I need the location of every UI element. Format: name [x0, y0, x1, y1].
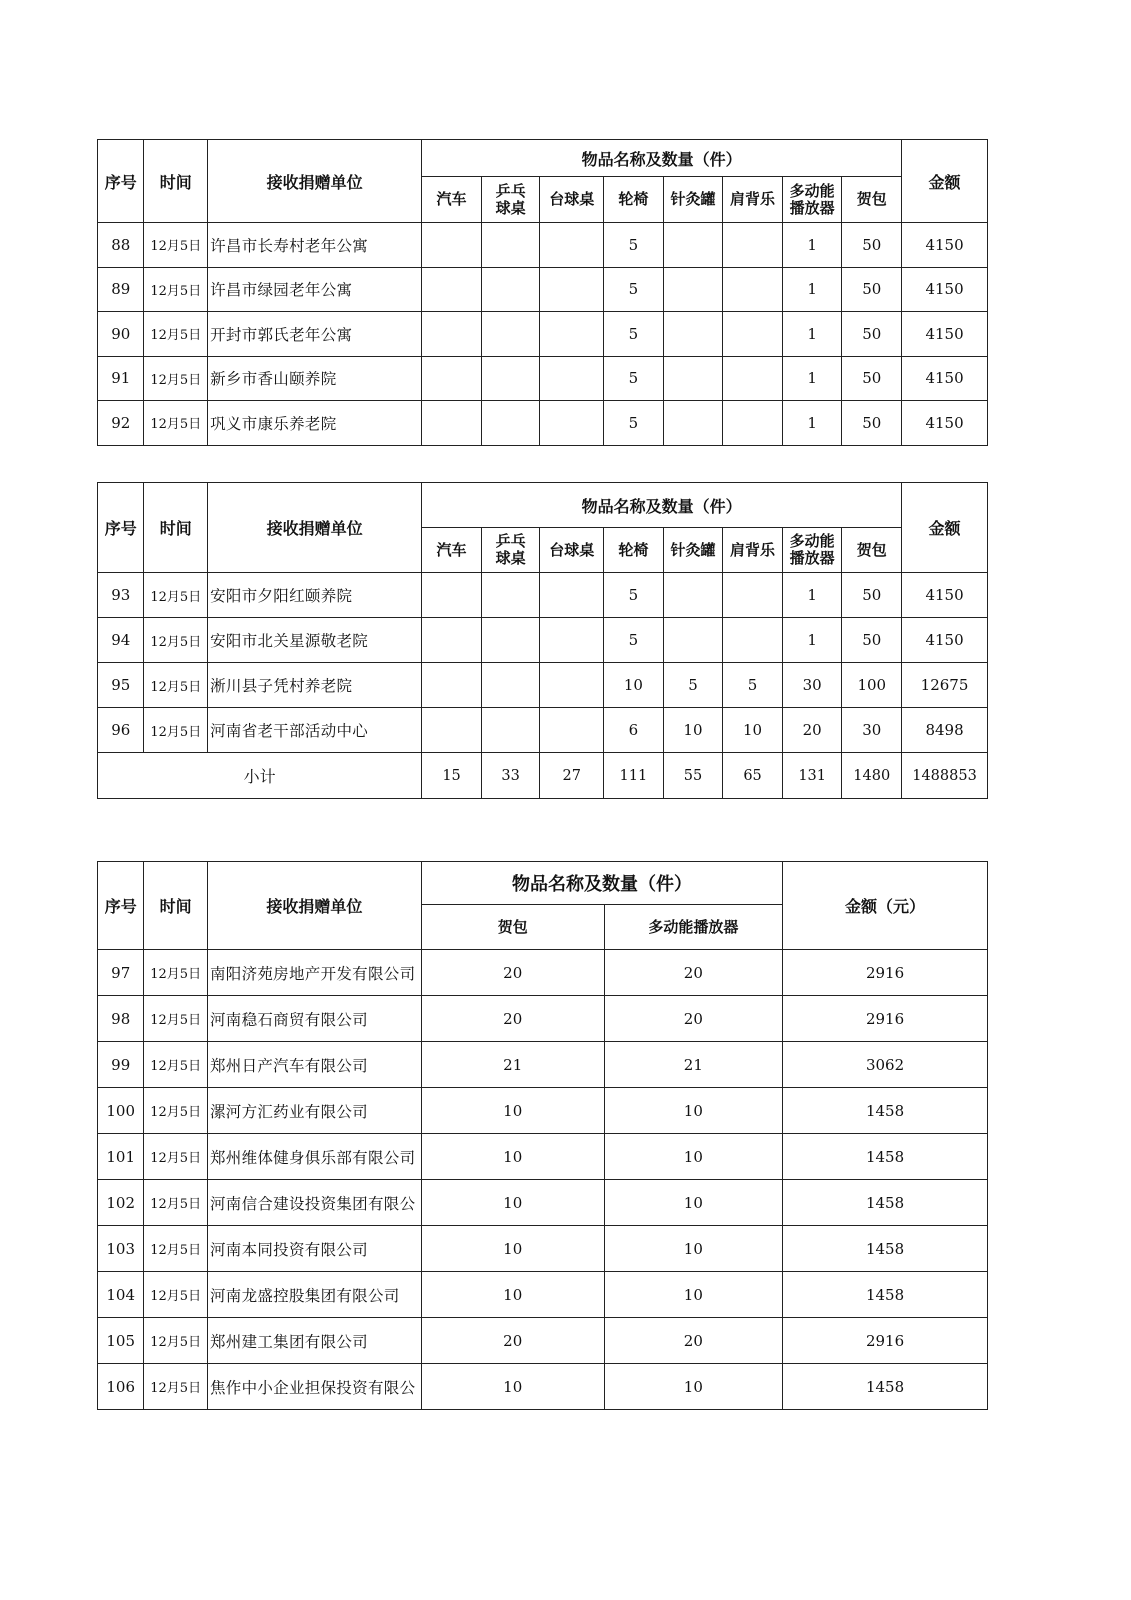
row-amount: 4150: [902, 223, 988, 268]
row-seq: 100: [98, 1088, 144, 1134]
item-column-header: 肩背乐: [723, 177, 783, 223]
row-item-qty: [540, 708, 604, 753]
table-row: [98, 573, 988, 618]
row-date: 12月5日: [144, 996, 208, 1042]
row-amount: 2916: [783, 996, 988, 1042]
row-item-qty: 50: [842, 356, 902, 401]
row-item-qty: 5: [604, 267, 664, 312]
row-item-qty: [723, 401, 783, 446]
table-row: [98, 1318, 988, 1364]
row-item-qty: [481, 573, 540, 618]
header-seq: 序号: [98, 862, 144, 950]
row-item-qty: [481, 401, 540, 446]
row-item-qty: [422, 223, 482, 268]
subtotal-row: [98, 753, 988, 799]
row-item-qty: 1: [782, 267, 842, 312]
subtotal-qty: 55: [663, 753, 723, 799]
row-seq: 89: [98, 267, 144, 312]
row-item-qty: 20: [421, 996, 604, 1042]
row-item-qty: 1: [782, 401, 842, 446]
row-amount: 4150: [902, 356, 988, 401]
row-date: 12月5日: [144, 950, 208, 996]
row-seq: 104: [98, 1272, 144, 1318]
row-item-qty: [663, 223, 723, 268]
row-item-qty: [422, 356, 482, 401]
row-date: 12月5日: [144, 401, 208, 446]
row-date: 12月5日: [144, 356, 208, 401]
row-item-qty: 1: [782, 618, 842, 663]
row-date: 12月5日: [144, 223, 208, 268]
row-recipient: 河南龙盛控股集团有限公司: [207, 1272, 421, 1318]
subtotal-amount: 1488853: [902, 753, 988, 799]
table-row: [98, 1364, 988, 1410]
row-recipient: 安阳市北关星源敬老院: [208, 618, 422, 663]
row-item-qty: [540, 356, 604, 401]
row-item-qty: [422, 708, 482, 753]
row-item-qty: [481, 618, 540, 663]
row-item-qty: [540, 223, 604, 268]
row-amount: 4150: [902, 618, 988, 663]
item-column-header: 多动能 播放器: [782, 177, 842, 223]
row-item-qty: 10: [604, 1134, 783, 1180]
table-row: [98, 1042, 988, 1088]
item-column-header: 轮椅: [604, 528, 664, 573]
row-item-qty: [481, 312, 540, 357]
header-unit: 接收捐赠单位: [208, 483, 422, 573]
row-recipient: 河南省老干部活动中心: [208, 708, 422, 753]
row-recipient: 巩义市康乐养老院: [208, 401, 422, 446]
row-date: 12月5日: [144, 708, 208, 753]
row-date: 12月5日: [144, 1180, 208, 1226]
row-recipient: 郑州日产汽车有限公司: [207, 1042, 421, 1088]
row-item-qty: 50: [842, 267, 902, 312]
table-row: [98, 618, 988, 663]
table-row: [98, 708, 988, 753]
row-seq: 90: [98, 312, 144, 357]
table-row: [98, 223, 988, 268]
row-amount: 3062: [783, 1042, 988, 1088]
row-amount: 2916: [783, 1318, 988, 1364]
row-seq: 97: [98, 950, 144, 996]
row-item-qty: [422, 618, 482, 663]
row-amount: 1458: [783, 1272, 988, 1318]
row-item-qty: [481, 356, 540, 401]
row-recipient: 河南稳石商贸有限公司: [207, 996, 421, 1042]
row-amount: 4150: [902, 267, 988, 312]
row-item-qty: 10: [421, 1226, 604, 1272]
row-item-qty: 50: [842, 573, 902, 618]
row-item-qty: [663, 356, 723, 401]
subtotal-qty: 111: [604, 753, 664, 799]
row-item-qty: [540, 312, 604, 357]
row-item-qty: 50: [842, 618, 902, 663]
subtotal-qty: 15: [422, 753, 482, 799]
header-amount: 金额: [902, 140, 988, 223]
row-date: 12月5日: [144, 1272, 208, 1318]
subtotal-qty: 1480: [842, 753, 902, 799]
header-amount: 金额（元）: [783, 862, 988, 950]
row-date: 12月5日: [144, 1088, 208, 1134]
row-amount: 1458: [783, 1364, 988, 1410]
row-item-qty: 10: [604, 1226, 783, 1272]
row-date: 12月5日: [144, 267, 208, 312]
row-seq: 88: [98, 223, 144, 268]
row-item-qty: [663, 401, 723, 446]
item-column-header: 台球桌: [540, 528, 604, 573]
row-item-qty: 20: [421, 950, 604, 996]
row-item-qty: 20: [604, 1318, 783, 1364]
row-item-qty: 21: [421, 1042, 604, 1088]
row-item-qty: 10: [604, 1088, 783, 1134]
item-column-header: 轮椅: [604, 177, 664, 223]
subtotal-label: 小计: [98, 753, 422, 799]
item-column-header: 乒乓 球桌: [481, 528, 540, 573]
row-item-qty: 10: [604, 663, 664, 708]
row-recipient: 开封市郭氏老年公寓: [208, 312, 422, 357]
header-time: 时间: [144, 140, 208, 223]
row-item-qty: [540, 267, 604, 312]
table-row: [98, 356, 988, 401]
row-date: 12月5日: [144, 1042, 208, 1088]
item-column-header: 汽车: [422, 528, 482, 573]
row-seq: 95: [98, 663, 144, 708]
row-seq: 99: [98, 1042, 144, 1088]
row-recipient: 安阳市夕阳红颐养院: [208, 573, 422, 618]
row-item-qty: 5: [663, 663, 723, 708]
row-item-qty: [481, 223, 540, 268]
row-item-qty: [663, 267, 723, 312]
row-item-qty: 10: [604, 1180, 783, 1226]
row-seq: 106: [98, 1364, 144, 1410]
row-item-qty: [663, 312, 723, 357]
item-column-header: 台球桌: [540, 177, 604, 223]
row-amount: 4150: [902, 573, 988, 618]
row-seq: 98: [98, 996, 144, 1042]
row-seq: 101: [98, 1134, 144, 1180]
row-item-qty: [540, 573, 604, 618]
row-item-qty: [422, 573, 482, 618]
row-seq: 103: [98, 1226, 144, 1272]
row-item-qty: 10: [421, 1364, 604, 1410]
row-item-qty: 5: [723, 663, 783, 708]
row-item-qty: 5: [604, 401, 664, 446]
table-row: [98, 663, 988, 708]
row-amount: 1458: [783, 1180, 988, 1226]
row-item-qty: [723, 618, 783, 663]
row-item-qty: 20: [604, 996, 783, 1042]
row-recipient: 淅川县子凭村养老院: [208, 663, 422, 708]
row-item-qty: 1: [782, 573, 842, 618]
row-date: 12月5日: [144, 663, 208, 708]
table-row: [98, 1088, 988, 1134]
row-item-qty: 20: [604, 950, 783, 996]
table-row: [98, 1226, 988, 1272]
subtotal-qty: 65: [723, 753, 783, 799]
row-item-qty: [723, 356, 783, 401]
row-item-qty: [723, 573, 783, 618]
row-item-qty: 5: [604, 618, 664, 663]
header-unit: 接收捐赠单位: [208, 140, 422, 223]
item-column-header: 乒乓 球桌: [481, 177, 540, 223]
header-unit: 接收捐赠单位: [207, 862, 421, 950]
row-date: 12月5日: [144, 1226, 208, 1272]
row-item-qty: 20: [421, 1318, 604, 1364]
table-row: [98, 401, 988, 446]
row-date: 12月5日: [144, 573, 208, 618]
row-item-qty: 50: [842, 401, 902, 446]
row-item-qty: 5: [604, 356, 664, 401]
row-item-qty: [481, 663, 540, 708]
row-item-qty: [723, 267, 783, 312]
row-item-qty: 21: [604, 1042, 783, 1088]
row-item-qty: 1: [782, 223, 842, 268]
header-amount: 金额: [902, 483, 988, 573]
row-recipient: 漯河方汇药业有限公司: [207, 1088, 421, 1134]
row-amount: 8498: [902, 708, 988, 753]
row-item-qty: 50: [842, 312, 902, 357]
row-seq: 91: [98, 356, 144, 401]
item-column-header: 贺包: [842, 528, 902, 573]
row-item-qty: 30: [782, 663, 842, 708]
table-row: [98, 1180, 988, 1226]
row-seq: 102: [98, 1180, 144, 1226]
row-item-qty: [723, 223, 783, 268]
row-item-qty: 10: [421, 1180, 604, 1226]
row-item-qty: [663, 618, 723, 663]
item-column-header: 多动能 播放器: [782, 528, 842, 573]
table-row: [98, 996, 988, 1042]
row-item-qty: [422, 312, 482, 357]
item-column-header: 多动能播放器: [604, 905, 783, 950]
row-item-qty: [422, 267, 482, 312]
item-column-header: 贺包: [842, 177, 902, 223]
donation-table-3: [97, 861, 988, 1410]
row-item-qty: [540, 618, 604, 663]
row-item-qty: [422, 401, 482, 446]
table-row: [98, 1272, 988, 1318]
row-item-qty: 5: [604, 312, 664, 357]
row-recipient: 郑州维体健身俱乐部有限公司: [207, 1134, 421, 1180]
row-item-qty: 30: [842, 708, 902, 753]
row-recipient: 南阳济苑房地产开发有限公司: [207, 950, 421, 996]
header-time: 时间: [144, 483, 208, 573]
header-items: 物品名称及数量（件）: [421, 862, 782, 905]
row-recipient: 许昌市绿园老年公寓: [208, 267, 422, 312]
header-seq: 序号: [98, 140, 144, 223]
item-column-header: 针灸罐: [663, 528, 723, 573]
row-item-qty: [723, 312, 783, 357]
row-amount: 12675: [902, 663, 988, 708]
row-item-qty: [481, 267, 540, 312]
row-item-qty: [663, 573, 723, 618]
row-date: 12月5日: [144, 1134, 208, 1180]
header-time: 时间: [144, 862, 208, 950]
row-item-qty: [540, 401, 604, 446]
item-column-header: 贺包: [421, 905, 604, 950]
row-date: 12月5日: [144, 312, 208, 357]
row-recipient: 新乡市香山颐养院: [208, 356, 422, 401]
row-item-qty: 10: [604, 1272, 783, 1318]
header-items: 物品名称及数量（件）: [422, 140, 902, 177]
table-row: [98, 267, 988, 312]
row-item-qty: 10: [421, 1134, 604, 1180]
row-date: 12月5日: [144, 1318, 208, 1364]
row-item-qty: 6: [604, 708, 664, 753]
row-item-qty: 10: [604, 1364, 783, 1410]
row-amount: 1458: [783, 1134, 988, 1180]
table-row: [98, 312, 988, 357]
table-row: [98, 1134, 988, 1180]
row-item-qty: 10: [663, 708, 723, 753]
subtotal-qty: 33: [481, 753, 540, 799]
row-amount: 1458: [783, 1088, 988, 1134]
item-column-header: 肩背乐: [723, 528, 783, 573]
row-amount: 4150: [902, 312, 988, 357]
donation-table-1: [97, 139, 988, 446]
row-item-qty: 1: [782, 312, 842, 357]
row-item-qty: 50: [842, 223, 902, 268]
row-seq: 92: [98, 401, 144, 446]
row-recipient: 郑州建工集团有限公司: [207, 1318, 421, 1364]
row-seq: 93: [98, 573, 144, 618]
row-item-qty: [422, 663, 482, 708]
row-seq: 96: [98, 708, 144, 753]
row-seq: 105: [98, 1318, 144, 1364]
table-row: [98, 950, 988, 996]
row-item-qty: 5: [604, 573, 664, 618]
donation-table-2: [97, 482, 988, 799]
row-seq: 94: [98, 618, 144, 663]
row-item-qty: 5: [604, 223, 664, 268]
row-date: 12月5日: [144, 618, 208, 663]
row-recipient: 焦作中小企业担保投资有限公: [207, 1364, 421, 1410]
row-item-qty: 20: [782, 708, 842, 753]
row-recipient: 许昌市长寿村老年公寓: [208, 223, 422, 268]
row-item-qty: 10: [723, 708, 783, 753]
row-recipient: 河南信合建设投资集团有限公: [207, 1180, 421, 1226]
item-column-header: 针灸罐: [663, 177, 723, 223]
subtotal-qty: 27: [540, 753, 604, 799]
row-amount: 1458: [783, 1226, 988, 1272]
header-seq: 序号: [98, 483, 144, 573]
row-amount: 4150: [902, 401, 988, 446]
row-recipient: 河南本同投资有限公司: [207, 1226, 421, 1272]
row-item-qty: 1: [782, 356, 842, 401]
row-item-qty: 100: [842, 663, 902, 708]
item-column-header: 汽车: [422, 177, 482, 223]
row-item-qty: 10: [421, 1272, 604, 1318]
row-item-qty: 10: [421, 1088, 604, 1134]
row-date: 12月5日: [144, 1364, 208, 1410]
row-item-qty: [481, 708, 540, 753]
row-amount: 2916: [783, 950, 988, 996]
header-items: 物品名称及数量（件）: [422, 483, 902, 528]
subtotal-qty: 131: [782, 753, 842, 799]
row-item-qty: [540, 663, 604, 708]
